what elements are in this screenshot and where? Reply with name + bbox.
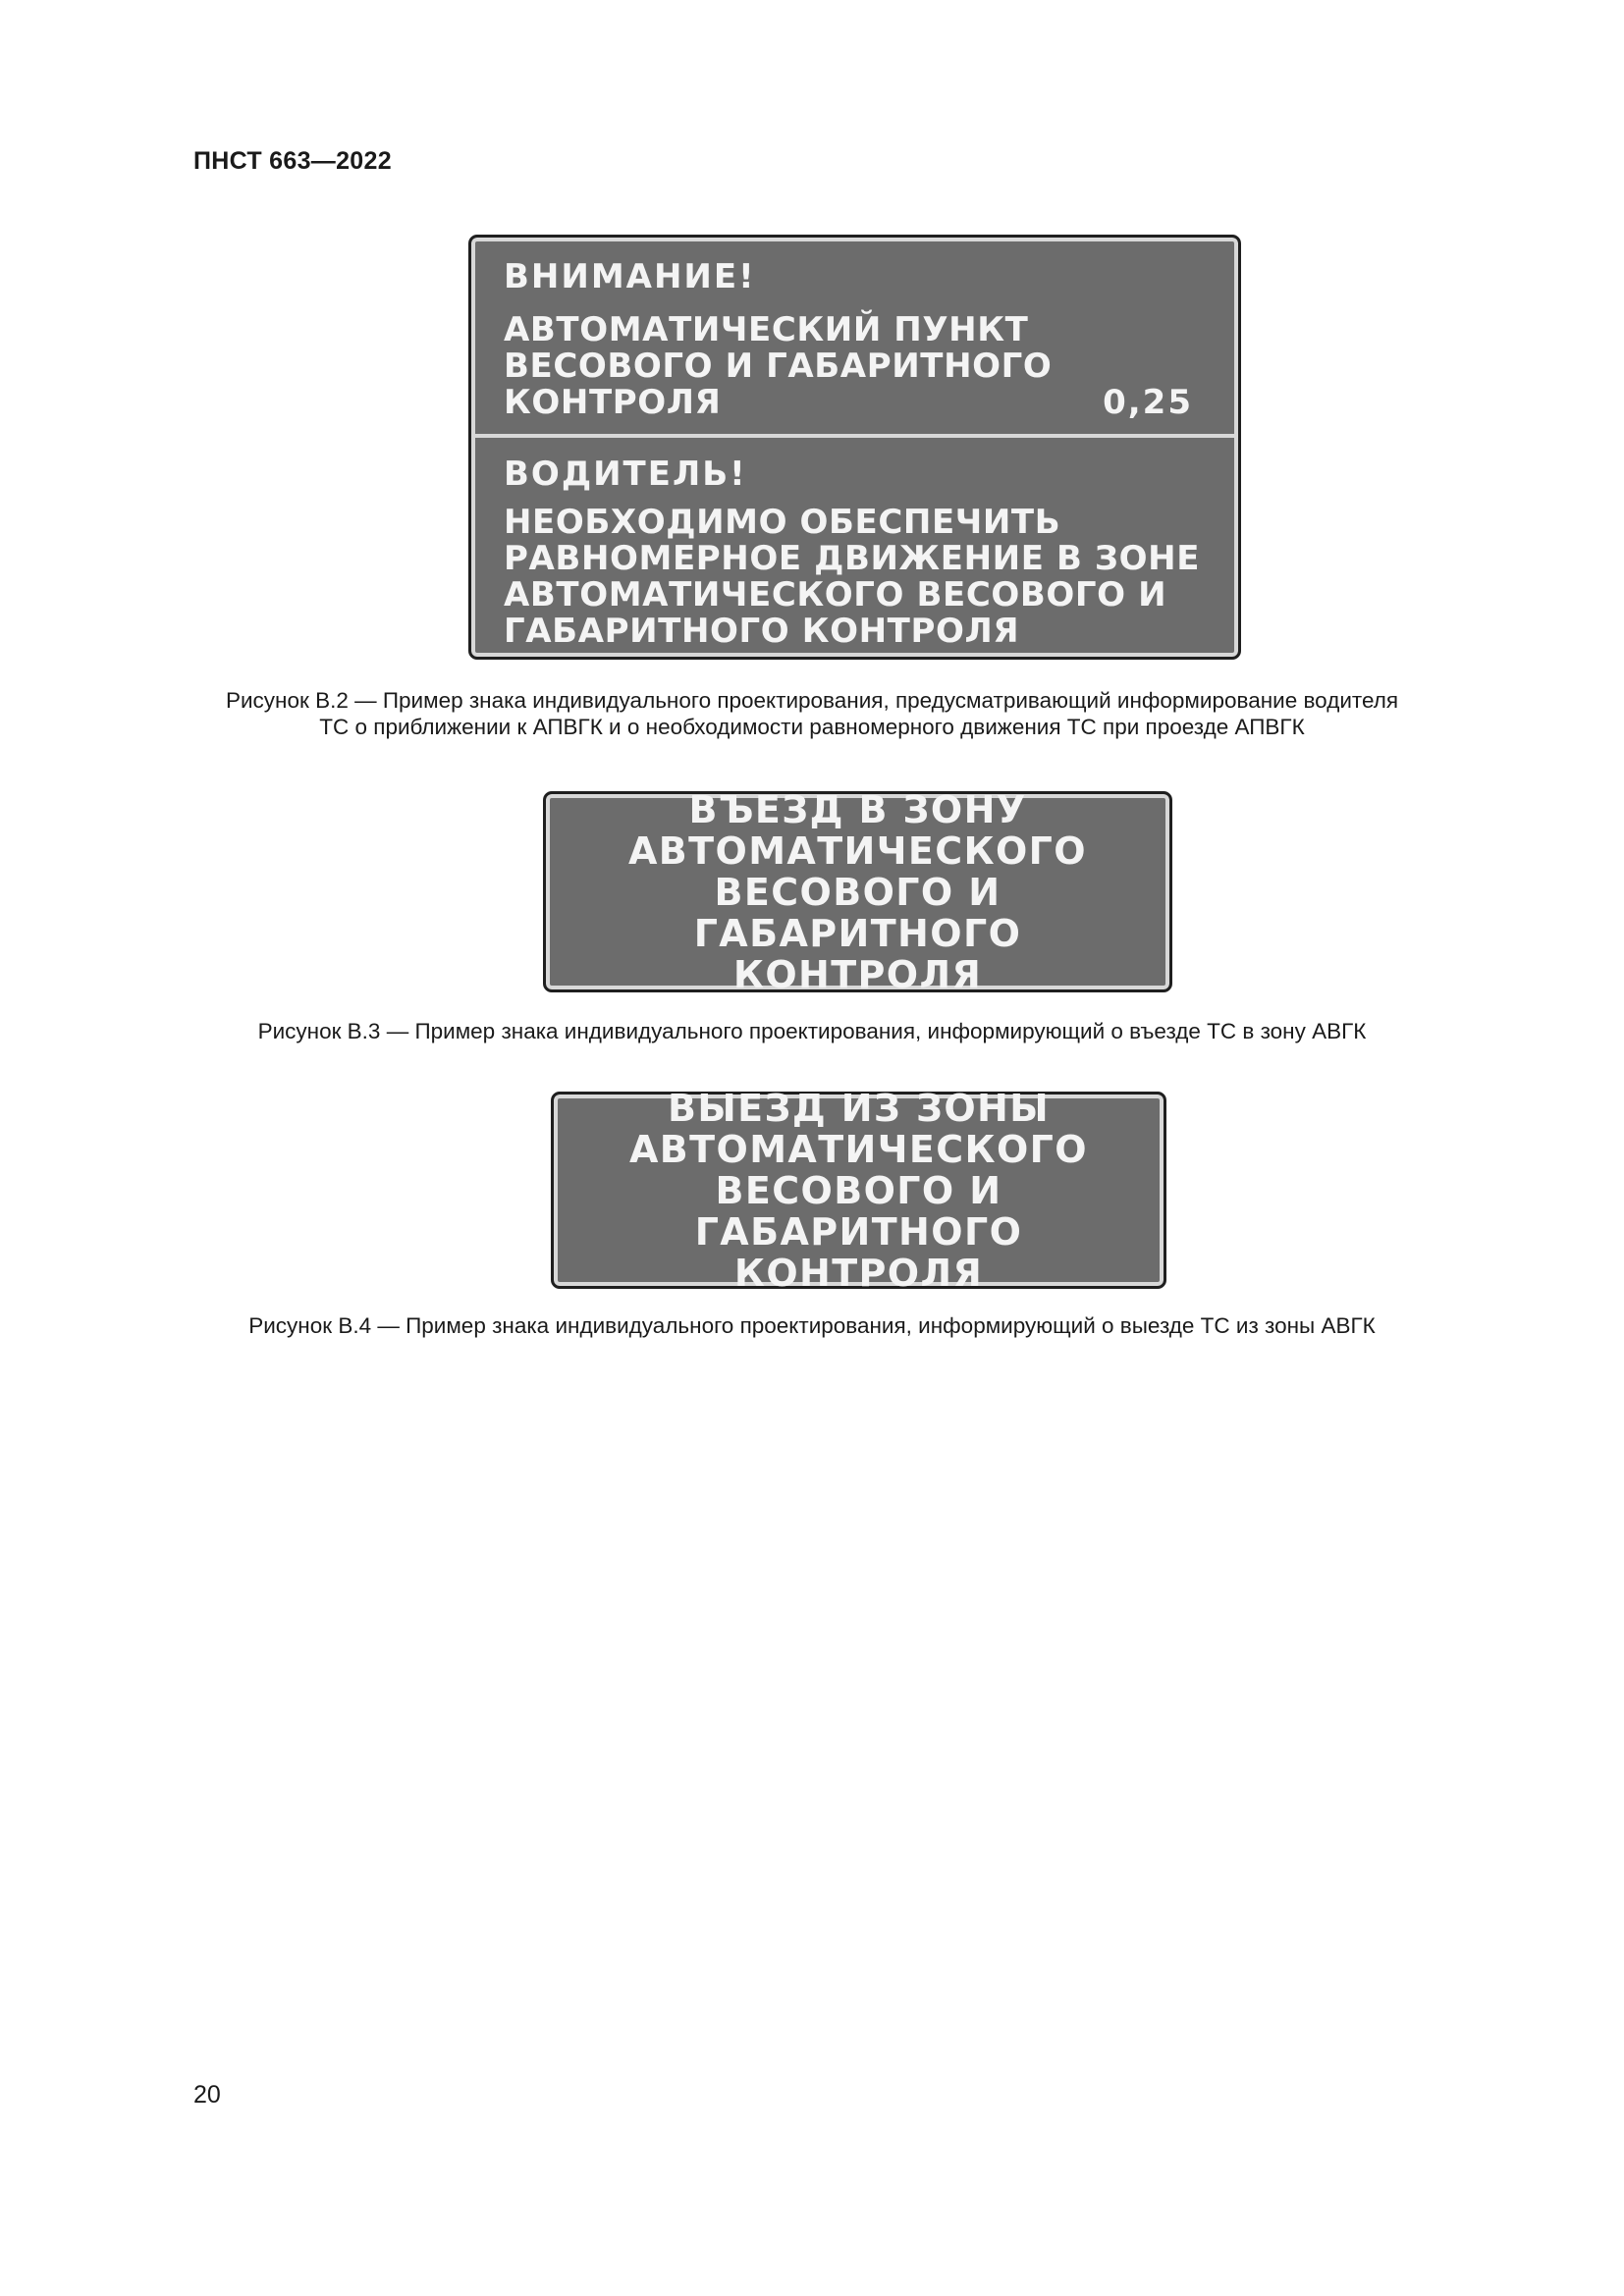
sign-b2-heading-attention: ВНИМАНИЕ! (504, 257, 756, 296)
sign-b2-text-checkpoint: АВТОМАТИЧЕСКИЙ ПУНКТ ВЕСОВОГО И ГАБАРИТНОГО КОНТРОЛЯ (504, 310, 1053, 422)
sign-figure-b4 (551, 1086, 1166, 1295)
page-number: 20 (193, 2081, 221, 2109)
document-header: ПНСТ 663—2022 (193, 147, 392, 175)
sign-figure-b2 (468, 235, 1241, 660)
caption-figure-b3: Рисунок В.3 — Пример знака индивидуального проектирования, информирующий о въезде ТС в зону АВГК (257, 1019, 1367, 1043)
caption-figure-b2: Рисунок В.2 — Пример знака индивидуального проектирования, предусматривающий информирование водителя ТС о приближении к АПВГК и о необходимости равномерного движения ТС при проезде АПВГК (225, 688, 1399, 739)
sign-b2-text-instruction: НЕОБХОДИМО ОБЕСПЕЧИТЬ РАВНОМЕРНОЕ ДВИЖЕНИЕ В ЗОНЕ АВТОМАТИЧЕСКОГО ВЕСОВОГО И ГАБАРИТНОГО КОНТРОЛЯ (504, 503, 1201, 651)
sign-b3-text: ВЪЕЗД В ЗОНУ АВТОМАТИЧЕСКОГО ВЕСОВОГО И ГАБАРИТНОГО КОНТРОЛЯ (628, 787, 1087, 996)
sign-b4-text: ВЫЕЗД ИЗ ЗОНЫ АВТОМАТИЧЕСКОГО ВЕСОВОГО И ГАБАРИТНОГО КОНТРОЛЯ (629, 1086, 1088, 1295)
sign-b2-distance: 0,25 (1103, 383, 1193, 422)
sign-figure-b3 (543, 787, 1172, 996)
sign-b2-bottom-section (471, 438, 1238, 657)
caption-figure-b4: Рисунок В.4 — Пример знака индивидуального проектирования, информирующий о выезде ТС из зоны АВГК (248, 1313, 1376, 1338)
sign-b2-heading-driver: ВОДИТЕЛЬ! (504, 454, 747, 494)
sign-b2-top-section (471, 238, 1238, 437)
